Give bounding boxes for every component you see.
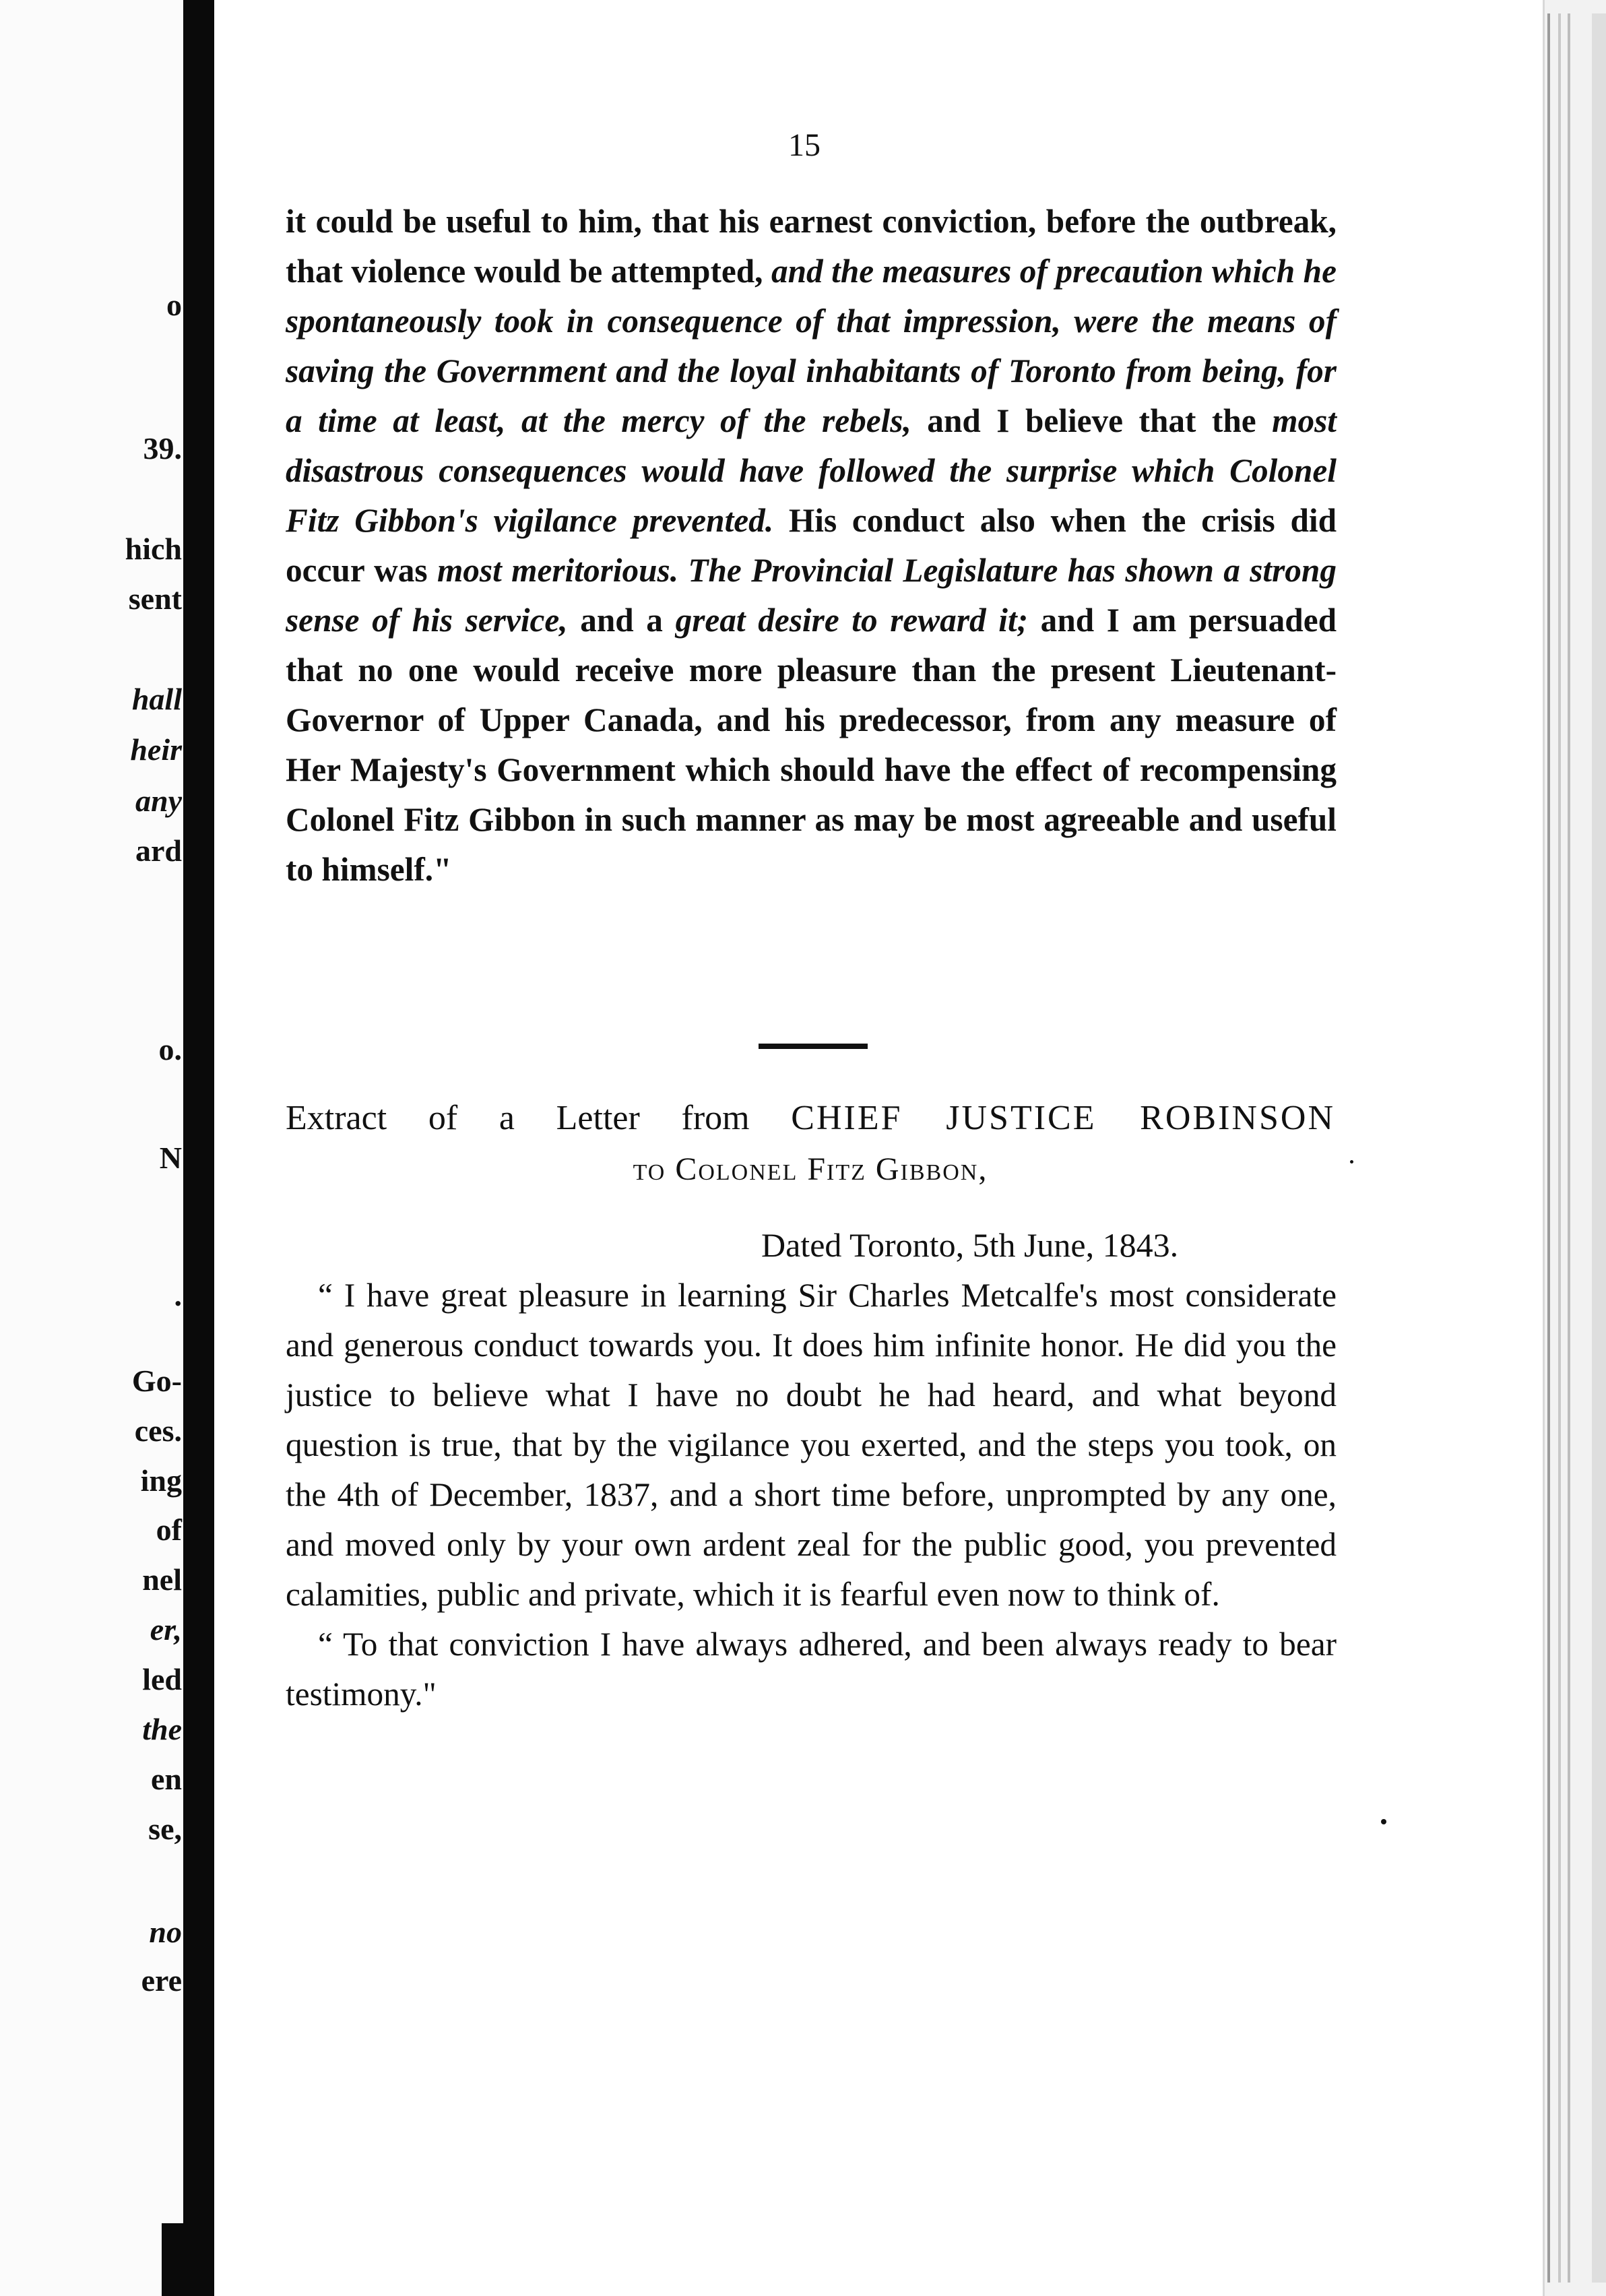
facing-page-text: ere xyxy=(141,1963,182,1998)
extract-heading-name: CHIEF JUSTICE ROBINSON xyxy=(791,1099,1335,1137)
letter-dateline: Dated Toronto, 5th June, 1843. xyxy=(761,1226,1179,1264)
facing-page-text: heir xyxy=(130,732,182,767)
facing-page-text: nel xyxy=(142,1562,182,1597)
text-run: His conduct also when the crisis did occur was xyxy=(286,502,1337,589)
facing-page-text: Go- xyxy=(131,1364,182,1398)
extract-recipient: to Colonel Fitz Gibbon, xyxy=(633,1151,988,1187)
page-number: 15 xyxy=(788,127,821,163)
facing-page-text: hich xyxy=(125,532,182,566)
facing-page-text: en xyxy=(151,1762,182,1796)
letter-paragraph: “ I have great pleasure in learning Sir Charles Metcalfe's most considerate and generous conduct towards you. It does him infinite honor. He did you the justice to believe what I have no doubt he had heard, and what beyond question is true, that by the vigilance you exerted, and the steps you took, on the 4th of December, 1837, and a short time before, unprompted by any one, and moved only by your own ardent zeal for the public good, you prevented calamities, public and private, which it is fearful even now to think of. xyxy=(286,1277,1337,1613)
facing-page-text: se, xyxy=(148,1812,182,1846)
letter-paragraph: “ To that conviction I have always adhered, and been always ready to bear testimony." xyxy=(286,1626,1337,1713)
facing-page-text: ces. xyxy=(134,1413,182,1448)
book-gutter xyxy=(183,0,214,2296)
text-run: and I believe that the xyxy=(911,402,1273,439)
facing-page-text: led xyxy=(142,1662,182,1696)
facing-page-text: hall xyxy=(131,682,182,716)
facing-page-text: no xyxy=(149,1915,182,1949)
section-divider xyxy=(759,1044,868,1049)
facing-page-text: er, xyxy=(150,1612,182,1647)
text-run: and I am persuaded that no one would receive more pleasure than the present Lieutenant-Governor of Upper Canada, and his predecessor, from any measure of Her Majesty's Government which should have the effect of recompensing Colonel Fitz Gibbon in such manner as may be most agreeable and useful to himself." xyxy=(286,602,1337,888)
facing-page-text: . xyxy=(174,1278,182,1312)
page-edge xyxy=(1543,0,1606,2296)
text-run-emphasis: and the measures of precaution which he spontaneously took in consequence of that impression, were the means of saving the Government and the loyal inhabitants of Toronto from being, for a time at least, at the mercy of the rebels, xyxy=(286,253,1337,439)
facing-page-text: o xyxy=(166,288,182,322)
print-speck xyxy=(1350,1160,1353,1163)
text-run: and a xyxy=(567,602,676,639)
text-run-emphasis: most meritorious. The Provincial Legislature has shown a strong sense of his service, xyxy=(286,552,1337,639)
letter-body xyxy=(286,1271,1337,1719)
print-speck xyxy=(1381,1819,1386,1824)
facing-page-text: any xyxy=(135,784,182,818)
facing-page-text: 39. xyxy=(143,431,182,466)
facing-page-text: of xyxy=(156,1512,182,1547)
facing-page-text: N xyxy=(159,1141,182,1175)
continuation-paragraph xyxy=(286,197,1337,895)
facing-page-text: ing xyxy=(140,1463,182,1498)
extract-heading-prefix: Extract of a Letter from xyxy=(286,1099,750,1137)
extract-heading xyxy=(286,1094,1335,1143)
facing-page-text: o. xyxy=(158,1032,182,1066)
facing-page-fragment xyxy=(0,0,195,2296)
facing-page-text: the xyxy=(142,1712,182,1746)
facing-page-text: ard xyxy=(135,833,182,868)
text-run-emphasis: great desire to reward it; xyxy=(675,602,1029,639)
text-run-emphasis: most disastrous consequences would have followed the surprise which Colonel Fitz Gibbon's vigilance prevented. xyxy=(286,402,1337,539)
facing-page-text: sent xyxy=(128,581,182,616)
text-run: it could be useful to him, that his earnest conviction, before the outbreak, that violence would be attempted, xyxy=(286,203,1337,290)
